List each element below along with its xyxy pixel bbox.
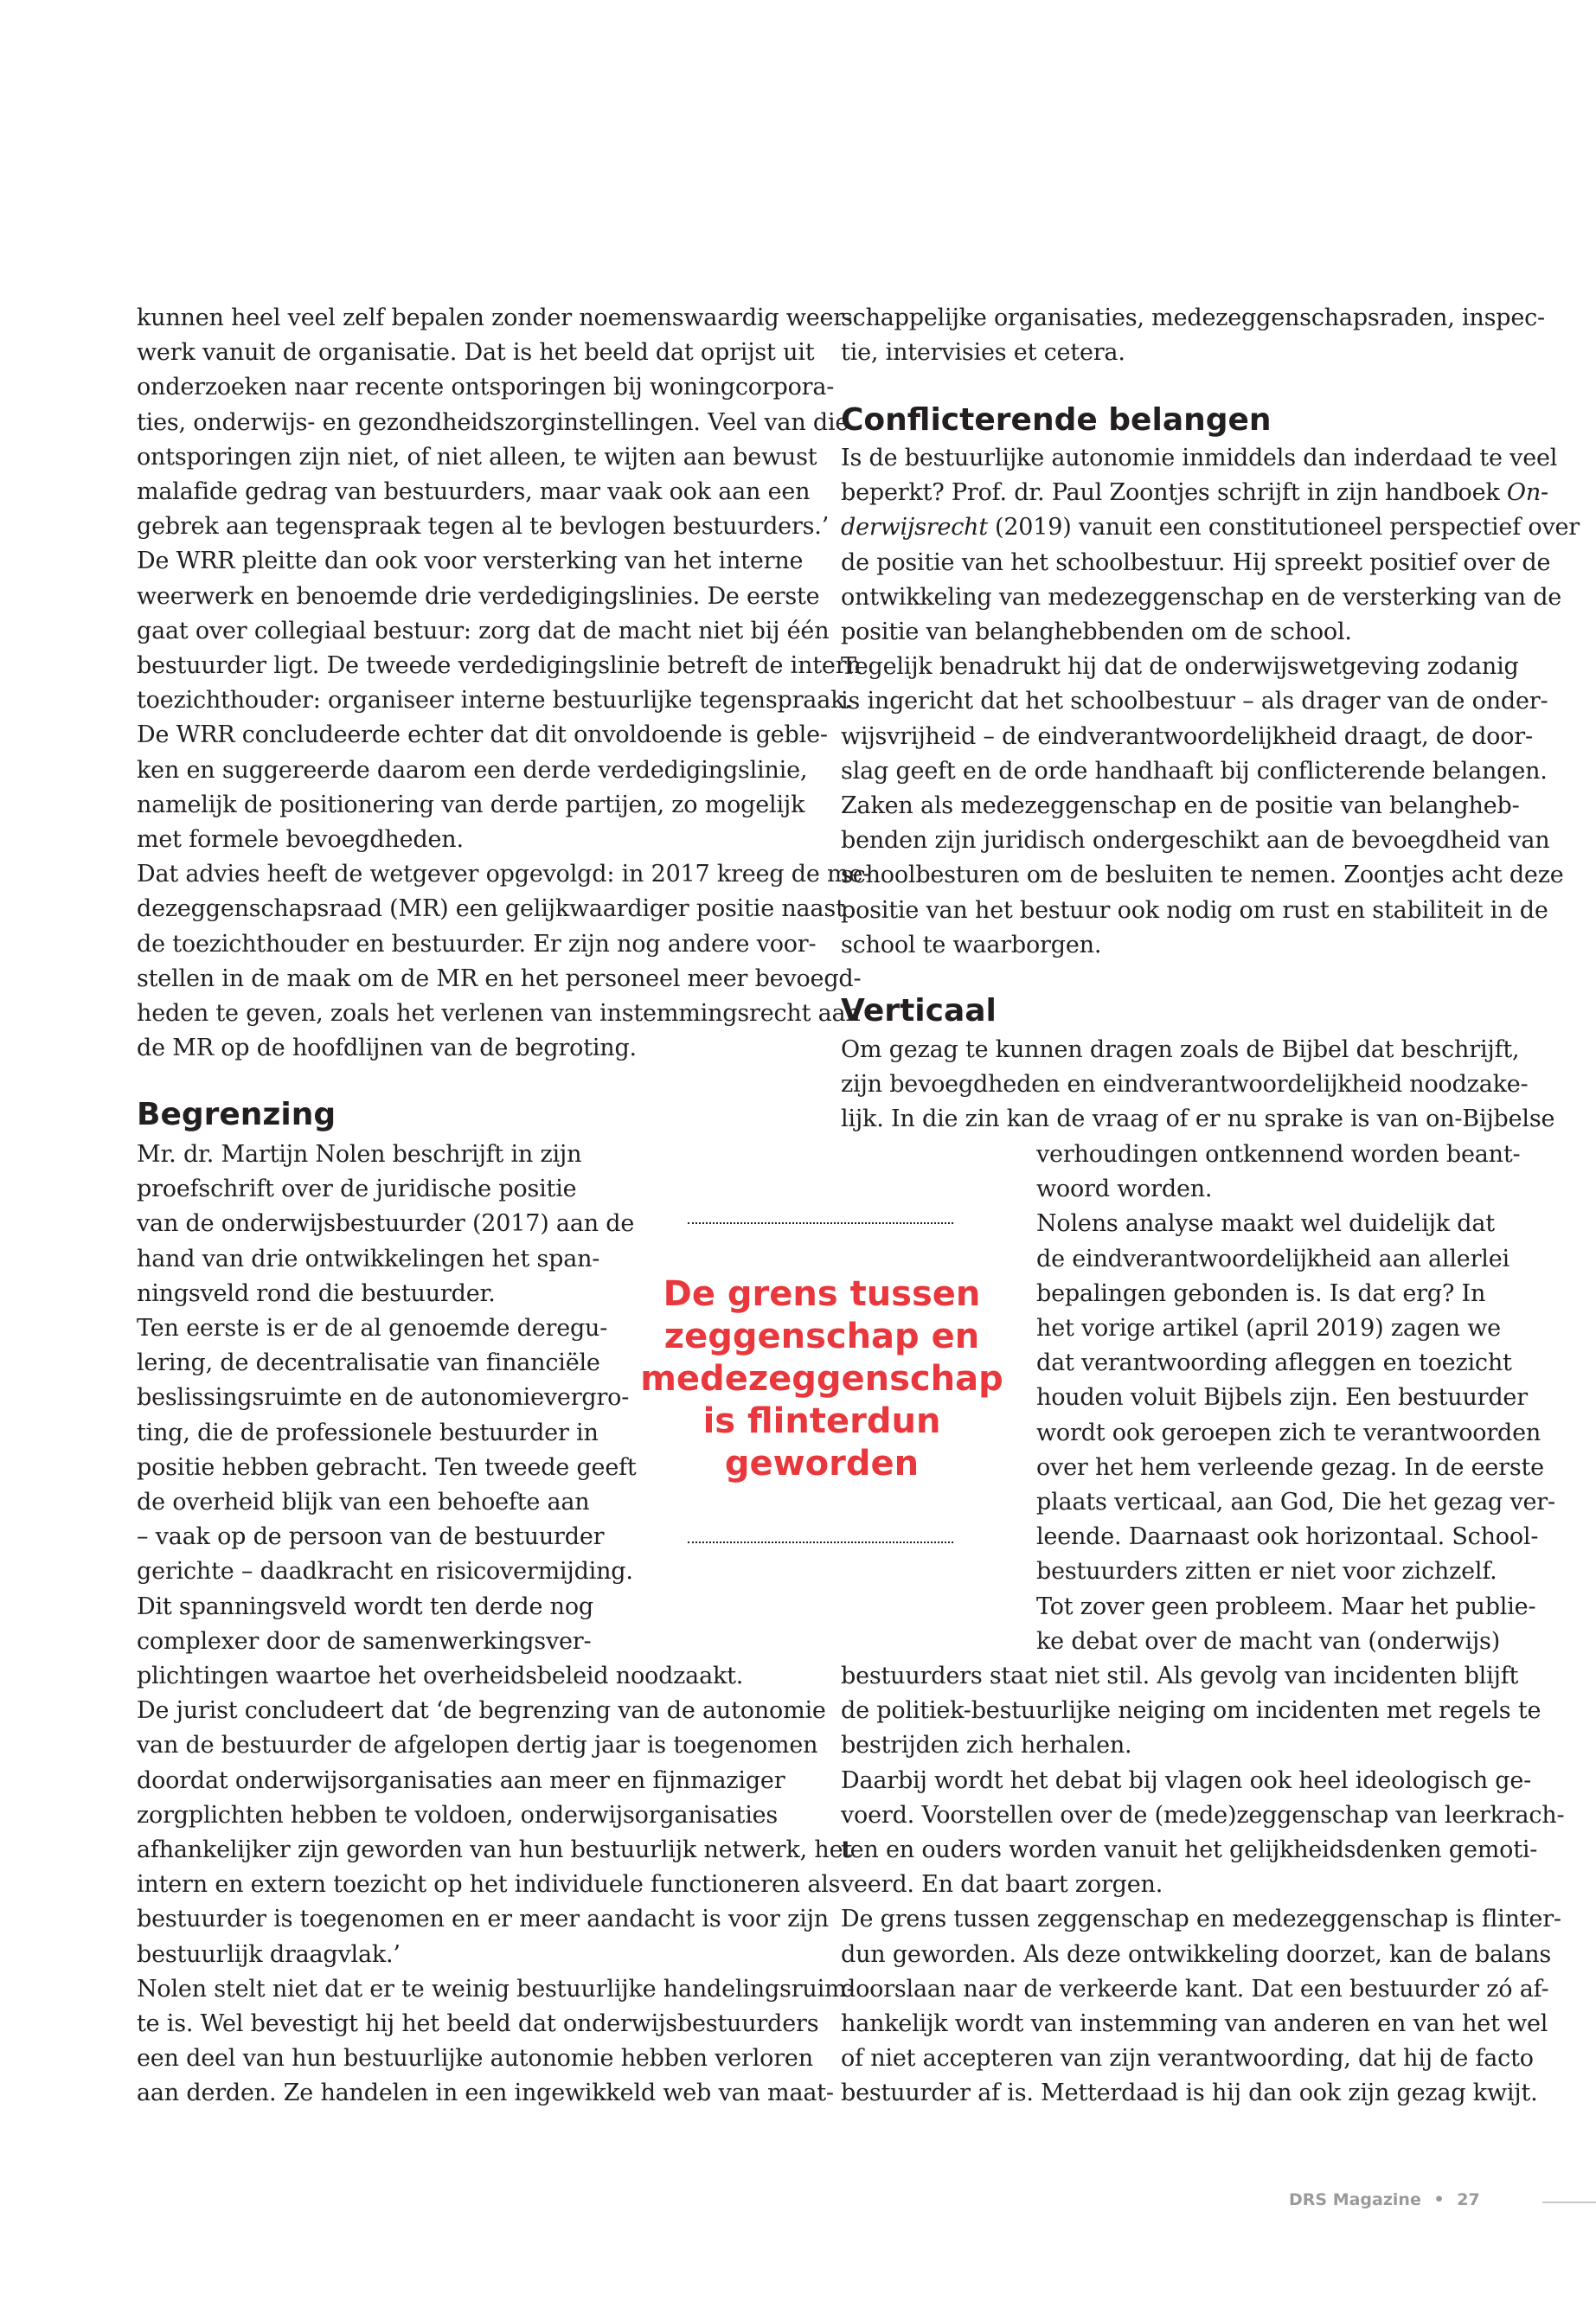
text-line: met formele bevoegdheden. — [137, 826, 464, 853]
text-line: intern en extern toezicht op het individuele functioneren als — [137, 1871, 841, 1899]
text-line: ontsporingen zijn niet, of niet alleen, te wijten aan bewust — [137, 443, 817, 471]
text-line: Tegelijk benadrukt hij dat de onderwijswetgeving zodanig — [841, 653, 1519, 681]
pull-quote-bottom-rule — [688, 1541, 953, 1543]
text-line: de toezichthouder en bestuurder. Er zijn nog andere voor- — [137, 930, 817, 958]
pull-quote-line: is flinterdun — [702, 1401, 941, 1441]
text-line: positie van het bestuur ook nodig om rust en stabiliteit in de — [841, 896, 1548, 924]
text-line: doorslaan naar de verkeerde kant. Dat een bestuurder zó af- — [841, 1975, 1549, 2003]
text-span: (2019) vanuit een constitutioneel perspectief over — [995, 514, 1580, 542]
pull-quote-line: geworden — [724, 1444, 920, 1484]
text-line: gerichte – daadkracht en risicovermijding. — [137, 1558, 633, 1586]
text-line: de politiek-bestuurlijke neiging om incidenten met regels te — [841, 1697, 1542, 1725]
text-line: plichtingen waartoe het overheidsbeleid noodzaakt. — [137, 1663, 744, 1689]
text-line: van de bestuurder de afgelopen dertig jaar is toegenomen — [137, 1732, 818, 1759]
text-line: ting, die de professionele bestuurder in — [137, 1419, 599, 1446]
pull-quote-line: De grens tussen — [663, 1274, 981, 1314]
heading-begrenzing: Begrenzing — [137, 1097, 337, 1132]
text-line: lering, de decentralisatie van financiële — [137, 1349, 600, 1377]
text-line: toezichthouder: organiseer interne bestuurlijke tegenspraak. — [137, 687, 852, 715]
pull-quote-line: medezeggenschap — [640, 1359, 1003, 1399]
footer-rule — [1542, 2202, 1596, 2203]
text-line: ten en ouders worden vanuit het gelijkheidsdenken gemoti- — [841, 1836, 1538, 1863]
text-line: leende. Daarnaast ook horizontaal. School- — [1036, 1523, 1539, 1551]
text-line: is ingericht dat het schoolbestuur – als drager van de onder- — [841, 688, 1548, 715]
text-line: Tot zover geen probleem. Maar het publie- — [1036, 1593, 1536, 1620]
text-line: doordat onderwijsorganisaties aan meer en fijnmaziger — [137, 1766, 785, 1794]
text-line: gaat over collegiaal bestuur: zorg dat de macht niet bij één — [137, 617, 830, 644]
text-line: bestuurders staat niet stil. Als gevolg van incidenten blijft — [841, 1663, 1519, 1689]
text-line: proefschrift over de juridische positie — [137, 1176, 577, 1203]
text-line: tie, intervisies et cetera. — [841, 339, 1125, 367]
text-line: positie hebben gebracht. Ten tweede geeft — [137, 1453, 637, 1481]
text-line: aan derden. Ze handelen in een ingewikkeld web van maat- — [137, 2080, 834, 2107]
text-line: gebrek aan tegenspraak tegen al te bevlogen bestuurders.’ — [137, 513, 830, 541]
text-line: bestuurder af is. Metterdaad is hij dan ook zijn gezag kwijt. — [841, 2080, 1538, 2107]
text-span: beperkt? Prof. dr. Paul Zoontjes schrijft in zijn handboek — [841, 479, 1507, 507]
text-line: Om gezag te kunnen dragen zoals de Bijbel dat beschrijft, — [841, 1036, 1520, 1063]
text-line: Daarbij wordt het debat bij vlagen ook heel ideologisch ge- — [841, 1766, 1532, 1794]
text-line: werk vanuit de organisatie. Dat is het beeld dat oprijst uit — [137, 339, 815, 367]
text-line: Is de bestuurlijke autonomie inmiddels dan inderdaad te veel — [841, 445, 1558, 471]
text-line: ontwikkeling van medezeggenschap en de versterking van de — [841, 583, 1562, 611]
text-line: dat verantwoording afleggen en toezicht — [1036, 1349, 1512, 1377]
text-line: zijn bevoegdheden en eindverantwoordelijkheid noodzake- — [841, 1071, 1529, 1099]
text-line: veerd. En dat baart zorgen. — [841, 1871, 1163, 1899]
text-line: houden voluit Bijbels zijn. Een bestuurder — [1036, 1384, 1528, 1412]
text-line: van de onderwijsbestuurder (2017) aan de — [137, 1210, 635, 1238]
text-line: ties, onderwijs- en gezondheidszorginstellingen. Veel van die — [137, 408, 849, 436]
text-line: te is. Wel bevestigt hij het beeld dat onderwijsbestuurders — [137, 2010, 819, 2037]
text-line: malafide gedrag van bestuurders, maar vaak ook aan een — [137, 478, 811, 505]
text-line: bepalingen gebonden is. Is dat erg? In — [1036, 1279, 1486, 1307]
text-line: – vaak op de persoon van de bestuurder — [137, 1523, 605, 1551]
text-line: De WRR concludeerde echter dat dit onvoldoende is geble- — [137, 721, 828, 749]
pull-quote-top-rule — [688, 1222, 953, 1224]
text-line: positie van belanghebbenden om de school. — [841, 619, 1352, 645]
text-line: beslissingsruimte en de autonomievergro- — [137, 1384, 630, 1412]
text-line: bestuurlijk draagvlak.’ — [137, 1940, 401, 1968]
magazine-name: DRS Magazine — [1289, 2190, 1421, 2209]
text-line: bestuurder is toegenomen en er meer aandacht is voor zijn — [137, 1906, 829, 1933]
text-line: wijsvrijheid – de eindverantwoordelijkheid draagt, de door- — [841, 722, 1533, 750]
text-line: de positie van het schoolbestuur. Hij spreekt positief over de — [841, 548, 1551, 576]
text-line: Dit spanningsveld wordt ten derde nog — [137, 1593, 593, 1620]
text-line: onderzoeken naar recente ontsporingen bij woningcorpora- — [137, 374, 835, 401]
heading-conflicterende-belangen: Conflicterende belangen — [841, 402, 1272, 438]
text-line: benden zijn juridisch ondergeschikt aan de bevoegdheid van — [841, 827, 1550, 855]
text-line: ke debat over de macht van (onderwijs) — [1036, 1627, 1501, 1655]
text-line: bestuurders zitten er niet voor zichzelf. — [1036, 1558, 1497, 1586]
text-line: een deel van hun bestuurlijke autonomie hebben verloren — [137, 2045, 813, 2073]
text-line: school te waarborgen. — [841, 931, 1102, 958]
page-number: 27 — [1457, 2190, 1480, 2209]
footer-separator: • — [1433, 2190, 1445, 2209]
text-line: Zaken als medezeggenschap en de positie van belangheb- — [841, 792, 1520, 819]
text-line — [841, 476, 1548, 510]
text-line: plaats verticaal, aan God, Die het gezag ver- — [1036, 1489, 1555, 1516]
text-line: afhankelijker zijn geworden van hun bestuurlijk netwerk, het — [137, 1836, 853, 1863]
book-title-part2: derwijsrecht — [841, 514, 988, 542]
text-line: de MR op de hoofdlijnen van de begroting. — [137, 1035, 637, 1062]
text-line: De grens tussen zeggenschap en medezeggenschap is flinter- — [841, 1906, 1561, 1933]
text-line: voerd. Voorstellen over de (mede)zeggenschap van leerkrach- — [841, 1801, 1565, 1829]
text-line — [841, 510, 1580, 545]
text-line: Mr. dr. Martijn Nolen beschrijft in zijn — [137, 1141, 582, 1168]
text-line: dun geworden. Als deze ontwikkeling doorzet, kan de balans — [841, 1940, 1552, 1968]
text-line: hankelijk wordt van instemming van anderen en van het wel — [841, 2010, 1548, 2037]
pull-quote-line: zeggenschap en — [663, 1317, 980, 1356]
text-line: ningsveld rond die bestuurder. — [137, 1279, 496, 1307]
text-line: De WRR pleitte dan ook voor versterking van het interne — [137, 548, 804, 575]
text-line: Ten eerste is er de al genoemde deregu- — [137, 1315, 608, 1342]
book-title-part1: On- — [1506, 479, 1548, 507]
text-line: verhoudingen ontkennend worden beant- — [1036, 1141, 1521, 1168]
text-line: schoolbesturen om de besluiten te nemen. Zoontjes acht deze — [841, 862, 1564, 889]
text-line: de eindverantwoordelijkheid aan allerlei — [1036, 1245, 1509, 1272]
text-line: bestuurder ligt. De tweede verdedigingslinie betreft de intern — [137, 652, 862, 679]
text-line: over het hem verleende gezag. In de eerste — [1036, 1453, 1544, 1481]
text-line: zorgplichten hebben te voldoen, onderwijsorganisaties — [137, 1801, 779, 1829]
text-line: schappelijke organisaties, medezeggenschapsraden, inspec- — [841, 304, 1545, 331]
text-line: slag geeft en de orde handhaaft bij conflicterende belangen. — [841, 757, 1548, 785]
text-line: weerwerk en benoemde drie verdedigingslinies. De eerste — [137, 582, 820, 610]
text-line: of niet accepteren van zijn verantwoording, dat hij de facto — [841, 2045, 1534, 2073]
text-line: woord worden. — [1036, 1176, 1213, 1203]
text-line: heden te geven, zoals het verlenen van instemmingsrecht aan — [137, 1000, 861, 1027]
pull-quote — [640, 1273, 1003, 1485]
text-line: wordt ook geroepen zich te verantwoorden — [1036, 1419, 1542, 1446]
text-line: Dat advies heeft de wetgever opgevolgd: in 2017 kreeg de me- — [137, 861, 871, 888]
text-line: De jurist concludeert dat ‘de begrenzing van de autonomie — [137, 1697, 826, 1725]
text-line: de overheid blijk van een behoefte aan — [137, 1489, 590, 1516]
text-line: stellen in de maak om de MR en het personeel meer bevoegd- — [137, 965, 862, 992]
text-line: het vorige artikel (april 2019) zagen we — [1036, 1315, 1501, 1342]
text-line: kunnen heel veel zelf bepalen zonder noemenswaardig weer- — [137, 304, 852, 331]
text-line: Nolens analyse maakt wel duidelijk dat — [1036, 1210, 1495, 1238]
page-footer — [1289, 2190, 1480, 2209]
text-line: Nolen stelt niet dat er te weinig bestuurlijke handelingsruim- — [137, 1975, 855, 2003]
text-line: bestrijden zich herhalen. — [841, 1732, 1132, 1759]
text-line: namelijk de positionering van derde partijen, zo mogelijk — [137, 791, 805, 818]
text-line: ken en suggereerde daarom een derde verdedigingslinie, — [137, 756, 808, 784]
text-line: hand van drie ontwikkelingen het span- — [137, 1245, 600, 1272]
text-line: complexer door de samenwerkingsver- — [137, 1627, 592, 1655]
text-line: lijk. In die zin kan de vraag of er nu sprake is van on-Bijbelse — [841, 1106, 1555, 1133]
heading-verticaal: Verticaal — [841, 993, 997, 1029]
text-line: dezeggenschapsraad (MR) een gelijkwaardiger positie naast — [137, 895, 845, 923]
